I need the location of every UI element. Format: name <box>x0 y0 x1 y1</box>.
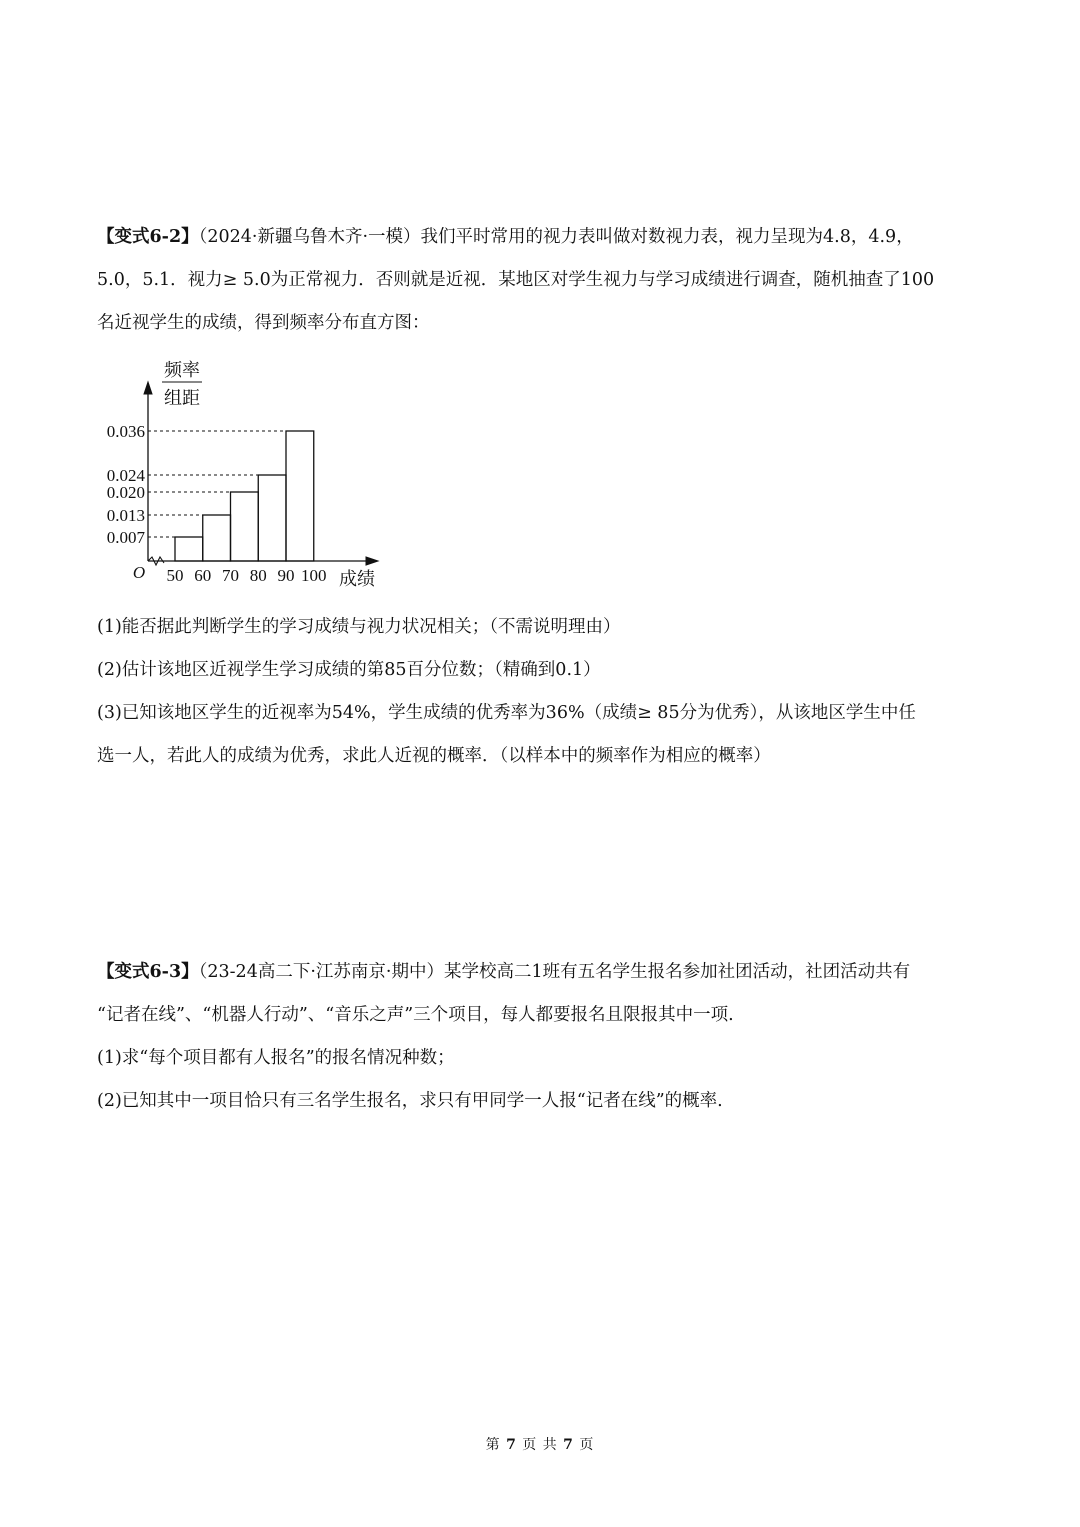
y-tick-label: 0.024 <box>106 466 145 485</box>
problem-6-2-line-3: 名近视学生的成绩，得到频率分布直方图： <box>97 313 430 333</box>
problem-6-2-tag: 【变式6-2】 <box>97 227 199 247</box>
histogram-bar <box>286 431 314 561</box>
y-tick-label: 0.013 <box>106 506 145 525</box>
problem-6-2-question-1: (1)能否据此判断学生的学习成绩与视力状况相关；（不需说明理由） <box>97 617 621 637</box>
problem-6-2-question-2: (2)估计该地区近视学生学习成绩的第85百分位数；（精确到0.1） <box>97 660 601 680</box>
footer-page-number: 7 <box>506 1437 517 1453</box>
histogram-bar <box>203 515 231 561</box>
x-tick-label: 60 <box>194 566 212 585</box>
footer-suffix: 页 <box>579 1437 595 1453</box>
x-axis-label: 成绩 <box>339 569 375 589</box>
x-tick-label: 50 <box>166 566 184 585</box>
problem-6-2-text-1: （2024·新疆乌鲁木齐·一模）我们平时常用的视力表叫做对数视力表，视力呈现为4.8，4.9， <box>198 227 914 247</box>
x-tick-label: 70 <box>222 566 239 585</box>
problem-6-2-line-1 <box>97 225 914 249</box>
footer-prefix: 第 <box>485 1437 501 1453</box>
problem-6-2-question-3-line-1: (3)已知该地区学生的近视率为54%，学生成绩的优秀率为36%（成绩≥ 85分为优秀），从该地区学生中任 <box>97 703 916 723</box>
y-axis-label-numerator: 频率 <box>164 360 200 380</box>
problem-6-3-line-2: “记者在线”、“机器人行动”、“音乐之声”三个项目，每人都要报名且限报其中一项. <box>97 1005 734 1025</box>
problem-6-2-line-2: 5.0，5.1．视力≥ 5.0为正常视力．否则就是近视．某地区对学生视力与学习成绩进行调查，随机抽查了100 <box>97 270 935 290</box>
y-tick-label: 0.007 <box>106 528 145 547</box>
problem-6-3-tag: 【变式6-3】 <box>97 962 199 982</box>
x-tick-label: 80 <box>249 566 267 585</box>
x-tick-label: 100 <box>301 566 327 585</box>
x-axis-arrow <box>366 557 378 565</box>
y-tick-label: 0.036 <box>106 422 145 441</box>
origin-label: O <box>132 563 146 582</box>
histogram-bar <box>175 537 203 561</box>
histogram-bar <box>258 475 286 561</box>
problem-6-3-question-1: (1)求“每个项目都有人报名”的报名情况种数； <box>97 1048 455 1068</box>
footer-middle: 页 共 <box>522 1437 558 1453</box>
page-footer <box>0 1434 1080 1454</box>
y-axis-arrow <box>144 382 152 394</box>
problem-6-3-question-2: (2)已知其中一项目恰只有三名学生报名，求只有甲同学一人报“记者在线”的概率. <box>97 1091 723 1111</box>
problem-6-3-text-1: （23-24高二下·江苏南京·期中）某学校高二1班有五名学生报名参加社团活动，社团活动共有 <box>198 962 911 982</box>
problem-6-2-question-3-line-2: 选一人，若此人的成绩为优秀，求此人近视的概率．（以样本中的频率作为相应的概率） <box>97 746 771 766</box>
y-axis-label-denominator: 组距 <box>164 388 200 408</box>
problem-6-3-line-1 <box>97 960 910 984</box>
frequency-histogram <box>0 340 420 600</box>
footer-total-pages: 7 <box>563 1437 574 1453</box>
y-tick-label: 0.020 <box>106 483 145 502</box>
x-tick-label: 90 <box>277 566 295 585</box>
histogram-bar <box>231 492 259 561</box>
